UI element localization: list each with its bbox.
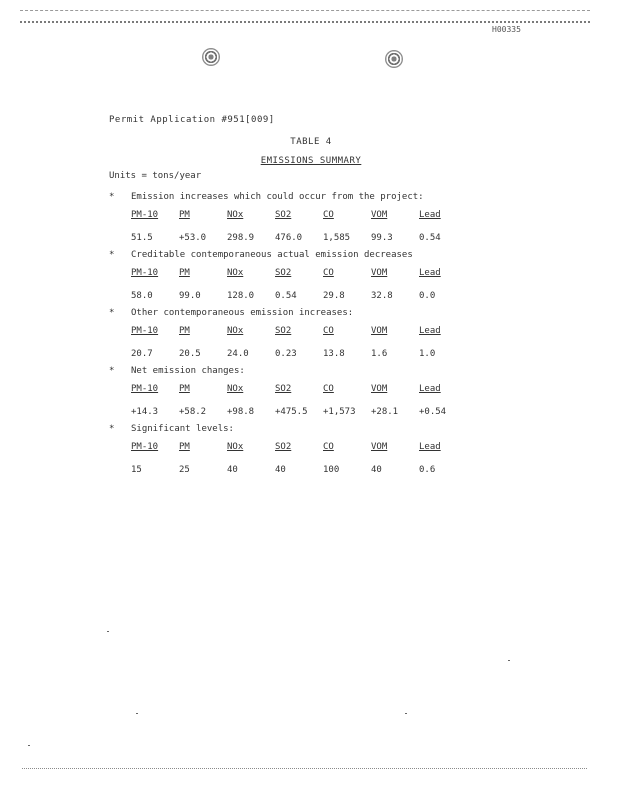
table-subtitle: EMISSIONS SUMMARY <box>260 156 362 166</box>
col-lead: Lead <box>419 268 441 278</box>
section-heading: Creditable contemporaneous actual emission decreases <box>131 250 413 260</box>
value-cell: +28.1 <box>371 407 399 417</box>
value-cell: 20.5 <box>179 349 201 359</box>
value-cell: 32.8 <box>371 291 393 301</box>
emission-section <box>109 424 469 475</box>
bullet-icon: * <box>109 424 115 434</box>
value-cell: 1.0 <box>419 349 436 359</box>
col-so2: SO2 <box>275 268 292 278</box>
pollutant-header-row <box>131 268 469 278</box>
col-so2: SO2 <box>275 210 292 220</box>
scan-noise-bottom <box>22 768 587 769</box>
scan-noise-top <box>20 10 590 11</box>
value-cell: 0.54 <box>275 291 297 301</box>
col-pm: PM <box>179 268 190 278</box>
scan-speck <box>508 660 510 661</box>
value-row <box>131 349 469 359</box>
value-cell: +1,573 <box>323 407 356 417</box>
value-cell: +98.8 <box>227 407 255 417</box>
value-row <box>131 465 469 475</box>
bullet-icon: * <box>109 366 115 376</box>
value-row <box>131 291 469 301</box>
col-so2: SO2 <box>275 326 292 336</box>
col-co: CO <box>323 384 334 394</box>
table-title: TABLE 4 <box>290 137 332 147</box>
col-lead: Lead <box>419 210 441 220</box>
value-cell: 15 <box>131 465 142 475</box>
value-cell: 1.6 <box>371 349 388 359</box>
section-heading: Other contemporaneous emission increases: <box>131 308 354 318</box>
col-nox: NOx <box>227 268 244 278</box>
value-cell: 0.6 <box>419 465 436 475</box>
col-co: CO <box>323 326 334 336</box>
value-cell: +475.5 <box>275 407 308 417</box>
document-number: H00335 <box>492 25 521 34</box>
col-pm10: PM-10 <box>131 210 159 220</box>
value-cell: +0.54 <box>419 407 447 417</box>
value-cell: 40 <box>275 465 286 475</box>
col-pm: PM <box>179 326 190 336</box>
col-vom: VOM <box>371 384 388 394</box>
permit-application-line: Permit Application #951[009] <box>109 115 275 125</box>
units-line: Units = tons/year <box>109 171 202 181</box>
emission-section <box>109 308 469 359</box>
col-nox: NOx <box>227 210 244 220</box>
section-heading: Significant levels: <box>131 424 234 434</box>
value-cell: 0.23 <box>275 349 297 359</box>
col-vom: VOM <box>371 210 388 220</box>
col-lead: Lead <box>419 442 441 452</box>
value-cell: 298.9 <box>227 233 255 243</box>
value-cell: 58.0 <box>131 291 153 301</box>
value-cell: 0.0 <box>419 291 436 301</box>
col-co: CO <box>323 210 334 220</box>
value-cell: 51.5 <box>131 233 153 243</box>
value-cell: 13.8 <box>323 349 345 359</box>
punch-hole-mark-icon <box>385 50 403 68</box>
col-lead: Lead <box>419 384 441 394</box>
col-pm10: PM-10 <box>131 442 159 452</box>
col-pm: PM <box>179 384 190 394</box>
emission-section <box>109 192 469 243</box>
col-vom: VOM <box>371 326 388 336</box>
section-heading: Net emission changes: <box>131 366 245 376</box>
scan-speck <box>136 713 138 714</box>
value-cell: 29.8 <box>323 291 345 301</box>
scan-noise-top-band <box>20 21 590 23</box>
col-so2: SO2 <box>275 384 292 394</box>
value-cell: 24.0 <box>227 349 249 359</box>
value-cell: +14.3 <box>131 407 159 417</box>
pollutant-header-row <box>131 442 469 452</box>
value-cell: 99.0 <box>179 291 201 301</box>
scan-speck <box>405 713 407 714</box>
value-cell: 40 <box>227 465 238 475</box>
value-cell: 128.0 <box>227 291 255 301</box>
value-cell: 20.7 <box>131 349 153 359</box>
col-co: CO <box>323 268 334 278</box>
pollutant-header-row <box>131 326 469 336</box>
col-pm: PM <box>179 210 190 220</box>
value-cell: 1,585 <box>323 233 351 243</box>
value-cell: +53.0 <box>179 233 207 243</box>
value-row <box>131 407 469 417</box>
col-lead: Lead <box>419 326 441 336</box>
col-pm10: PM-10 <box>131 326 159 336</box>
pollutant-header-row <box>131 210 469 220</box>
col-co: CO <box>323 442 334 452</box>
section-heading: Emission increases which could occur from the project: <box>131 192 424 202</box>
emission-section <box>109 250 469 301</box>
value-cell: 40 <box>371 465 382 475</box>
value-cell: 100 <box>323 465 340 475</box>
value-cell: +58.2 <box>179 407 207 417</box>
col-nox: NOx <box>227 384 244 394</box>
bullet-icon: * <box>109 308 115 318</box>
col-pm10: PM-10 <box>131 268 159 278</box>
col-pm10: PM-10 <box>131 384 159 394</box>
value-cell: 476.0 <box>275 233 303 243</box>
bullet-icon: * <box>109 250 115 260</box>
punch-hole-mark-icon <box>202 48 220 66</box>
value-cell: 0.54 <box>419 233 441 243</box>
bullet-icon: * <box>109 192 115 202</box>
value-cell: 99.3 <box>371 233 393 243</box>
col-nox: NOx <box>227 326 244 336</box>
col-so2: SO2 <box>275 442 292 452</box>
col-pm: PM <box>179 442 190 452</box>
pollutant-header-row <box>131 384 469 394</box>
col-nox: NOx <box>227 442 244 452</box>
value-cell: 25 <box>179 465 190 475</box>
col-vom: VOM <box>371 442 388 452</box>
col-vom: VOM <box>371 268 388 278</box>
value-row <box>131 233 469 243</box>
emission-section <box>109 366 469 417</box>
scan-speck <box>107 631 109 632</box>
scan-speck <box>28 745 30 746</box>
